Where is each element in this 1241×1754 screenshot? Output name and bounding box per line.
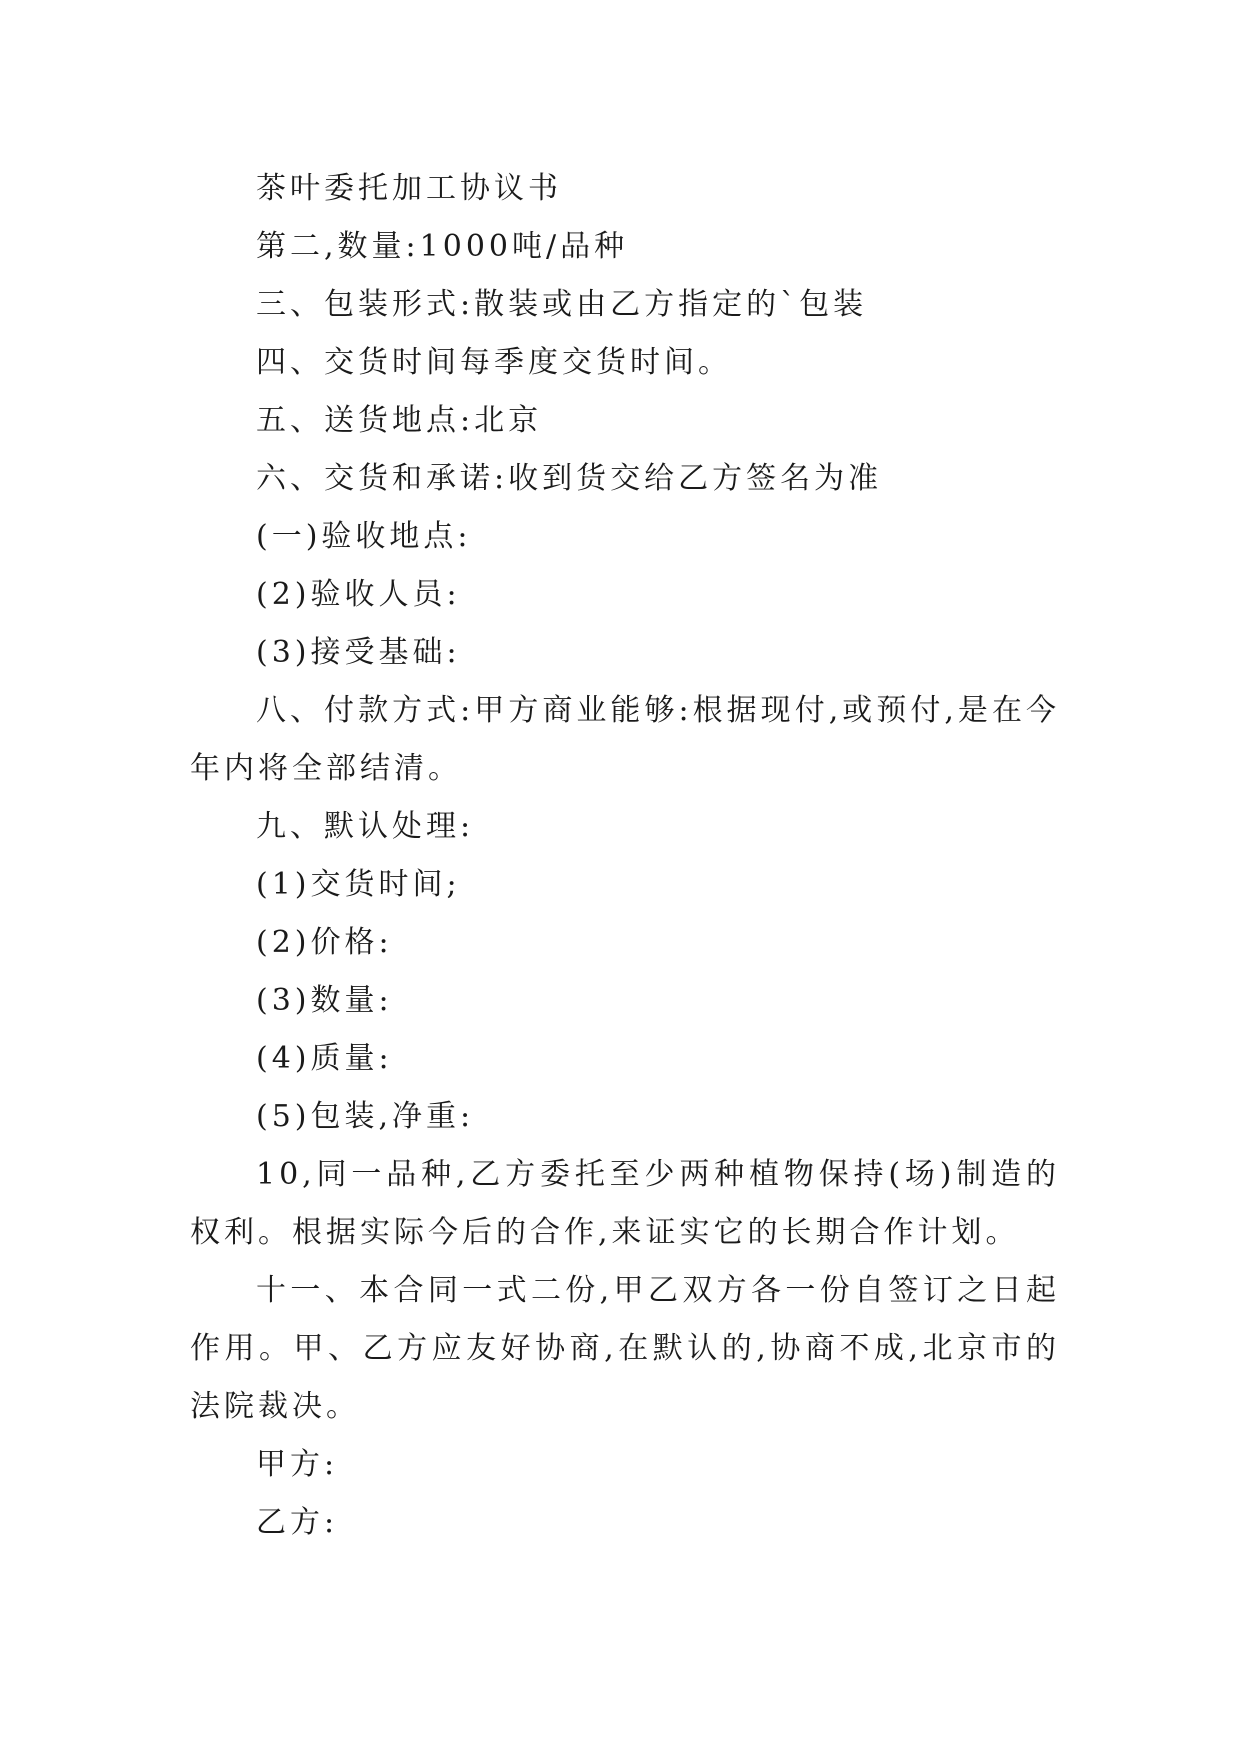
sub-item-packaging-weight: (5)包装,净重: <box>256 1099 475 1134</box>
sub-item-price: (2)价格: <box>256 925 393 960</box>
clause-payment: 八、付款方式:甲方商业能够:根据现付,或预付,是在今年内将全部结清。 <box>190 693 1060 786</box>
clause-variety-rights: 10,同一品种,乙方委托至少两种植物保持(场)制造的权利。根据实际今后的合作,来证实它的长期合作计划。 <box>190 1157 1060 1250</box>
clause-delivery-acceptance: 六、交货和承诺:收到货交给乙方签名为准 <box>256 461 883 496</box>
document-title: 茶叶委托加工协议书 <box>256 171 562 206</box>
sub-item-quality: (4)质量: <box>256 1041 393 1076</box>
party-a-signature-line: 甲方: <box>256 1447 339 1482</box>
clause-copies-disputes: 十一、本合同一式二份,甲乙双方各一份自签订之日起作用。甲、乙方应友好协商,在默认的,协商不成,北京市的法院裁决。 <box>190 1273 1060 1424</box>
sub-item-delivery-time: (1)交货时间; <box>256 867 461 902</box>
sub-item-quantity: (3)数量: <box>256 983 393 1018</box>
clause-packaging: 三、包装形式:散装或由乙方指定的`包装 <box>256 287 868 322</box>
clause-delivery-location: 五、送货地点:北京 <box>256 403 543 438</box>
document-body <box>190 160 1060 1552</box>
sub-item-acceptance-location: (一)验收地点: <box>256 519 472 554</box>
sub-item-acceptance-basis: (3)接受基础: <box>256 635 461 670</box>
party-b-signature-line: 乙方: <box>256 1505 339 1540</box>
clause-default-handling: 九、默认处理: <box>256 809 475 844</box>
sub-item-acceptance-personnel: (2)验收人员: <box>256 577 461 612</box>
clause-delivery-time: 四、交货时间每季度交货时间。 <box>256 345 732 380</box>
clause-quantity: 第二,数量:1000吨/品种 <box>256 229 629 264</box>
